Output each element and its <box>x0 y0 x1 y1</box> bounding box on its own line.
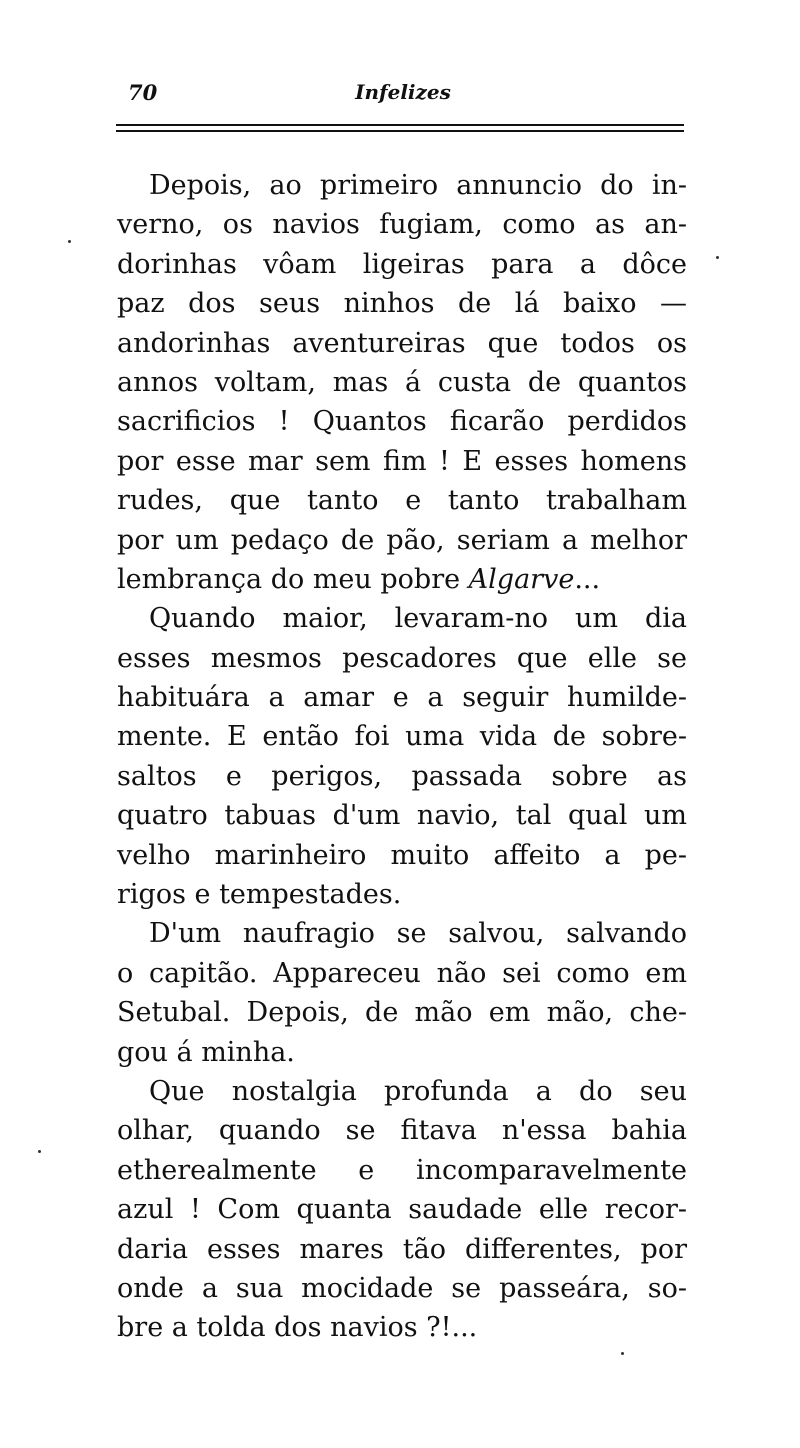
text-line: verno, os navios fugiam, como as an- <box>117 209 687 241</box>
text-line: azul ! Com quanta saudade elle recor- <box>117 1194 687 1226</box>
text-line: andorinhas aventureiras que todos os <box>117 327 687 359</box>
text-line: onde a sua mocidade se passeára, so- <box>117 1272 687 1304</box>
text-line: saltos e perigos, passada sobre as <box>117 760 687 792</box>
text-line: Setubal. Depois, de mão em mão, che- <box>117 997 687 1029</box>
text-line: por esse mar sem fim ! E esses homens <box>117 445 687 477</box>
text-line: daria esses mares tão differentes, por <box>117 1233 687 1265</box>
header-double-rule <box>116 124 684 132</box>
text-line: olhar, quando se fitava n'essa bahia <box>117 1115 687 1147</box>
text-line: bre a tolda dos navios ?!... <box>117 1312 478 1344</box>
ellipsis: ... <box>574 563 601 595</box>
body-text <box>117 166 687 1348</box>
running-head <box>120 80 686 108</box>
text-line: paz dos seus ninhos de lá baixo — <box>117 288 687 320</box>
text-line: habituára a amar e a seguir humilde- <box>117 682 687 714</box>
scan-speck <box>38 1150 41 1153</box>
text-line: o capitão. Appareceu não sei como em <box>117 957 687 989</box>
text-line: rigos e tempestades. <box>117 879 402 911</box>
text-line: annos voltam, mas á custa de quantos <box>117 366 687 398</box>
scan-speck <box>621 1352 624 1355</box>
text-line: Depois, ao primeiro annuncio do in- <box>149 170 687 201</box>
scan-speck <box>68 240 71 243</box>
text-line: sacrificios ! Quantos ficarão perdidos <box>117 406 687 438</box>
text-segment: lembrança do meu pobre <box>117 563 469 595</box>
text-line: D'um naufragio se salvou, salvando <box>149 918 687 950</box>
text-line: quatro tabuas d'um navio, tal qual um <box>117 800 687 832</box>
scan-speck <box>716 256 719 259</box>
text-line: dorinhas vôam ligeiras para a dôce <box>117 248 687 280</box>
text-line: esses mesmos pescadores que elle se <box>117 642 687 674</box>
text-line: velho marinheiro muito affeito a pe- <box>117 839 687 871</box>
text-line: rudes, que tanto e tanto trabalham <box>117 485 687 517</box>
text-line <box>117 560 687 599</box>
text-line: etherealmente e incomparavelmente <box>117 1154 687 1186</box>
text-line: por um pedaço de pão, seriam a melhor <box>117 524 687 556</box>
text-line: gou á minha. <box>117 1036 295 1068</box>
emphasis-word: Algarve <box>468 563 575 595</box>
text-line: Quando maior, levaram-no um dia <box>149 603 687 635</box>
text-line: Que nostalgia profunda a do seu <box>149 1075 687 1107</box>
running-title: Infelizes <box>355 80 451 104</box>
text-line: mente. E então foi uma vida de sobre- <box>117 721 687 753</box>
page-number: 70 <box>128 80 158 105</box>
